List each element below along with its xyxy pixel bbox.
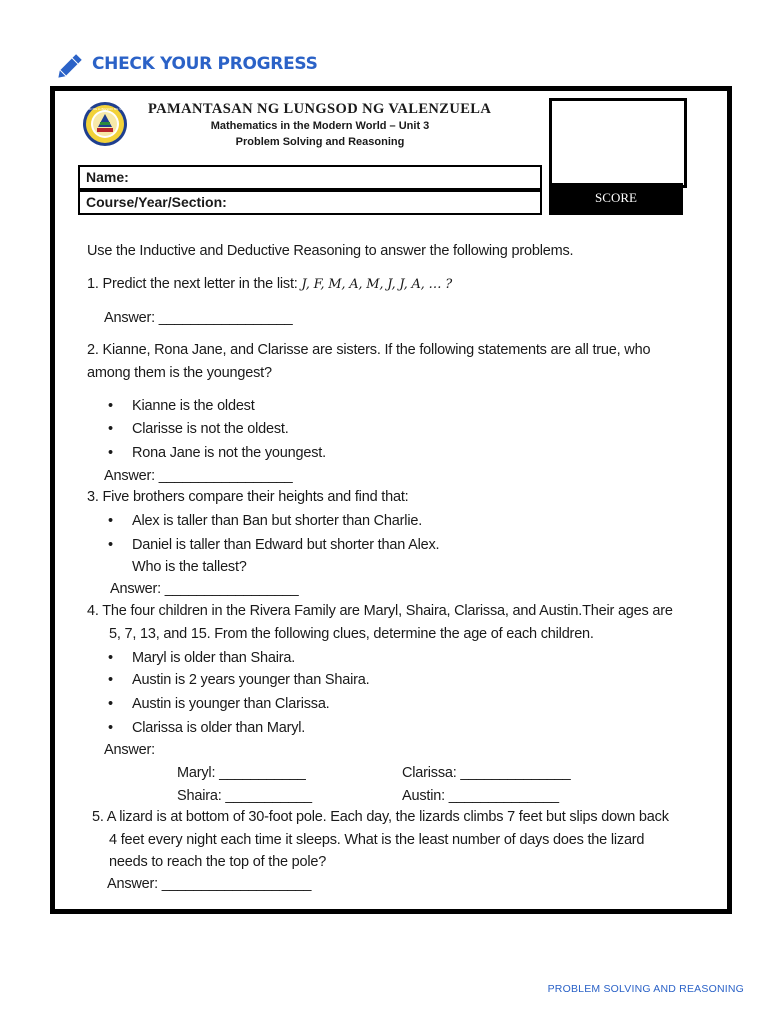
- section-title: CHECK YOUR PROGRESS: [92, 54, 318, 74]
- maryl-answer[interactable]: Maryl: ___________: [177, 765, 306, 781]
- score-label: SCORE: [549, 183, 683, 215]
- answer-line-3[interactable]: Answer: _________________: [110, 581, 299, 597]
- question-5-line-3: needs to reach the top of the pole?: [109, 854, 327, 870]
- course-year-section-field[interactable]: Course/Year/Section:: [78, 190, 542, 215]
- list-item: • Daniel is taller than Edward but shorter than Alex.: [132, 537, 439, 553]
- course-title: Mathematics in the Modern World – Unit 3: [210, 120, 430, 132]
- question-1-text: 1. Predict the next letter in the list:: [87, 276, 302, 292]
- answer-line-2[interactable]: Answer: _________________: [104, 468, 293, 484]
- university-logo: [71, 101, 139, 147]
- answer-line-1[interactable]: Answer: _________________: [104, 310, 293, 326]
- list-item: • Clarisse is not the oldest.: [132, 421, 289, 437]
- list-item: • Austin is 2 years younger than Shaira.: [132, 672, 369, 688]
- instructions: Use the Inductive and Deductive Reasoning to answer the following problems.: [87, 243, 574, 259]
- list-item: • Rona Jane is not the youngest.: [132, 445, 326, 461]
- logo-text: PAMANTASAN NG LUNGSOD NG VALENZUELA: [71, 107, 139, 111]
- list-item: • Austin is younger than Clarissa.: [132, 696, 330, 712]
- question-3: 3. Five brothers compare their heights and find that:: [87, 489, 409, 505]
- list-item: • Clarissa is older than Maryl.: [132, 720, 305, 736]
- name-field[interactable]: Name:: [78, 165, 542, 190]
- letter-sequence: J, F, M, A, M, J, J, A, … ?: [301, 277, 453, 292]
- question-1: [87, 276, 452, 292]
- topic-title: Problem Solving and Reasoning: [235, 136, 405, 148]
- university-name: PAMANTASAN NG LUNGSOD NG VALENZUELA: [148, 101, 492, 117]
- question-2-line-1: 2. Kianne, Rona Jane, and Clarisse are sisters. If the following statements are all true, who: [87, 342, 651, 358]
- answer-label-4: Answer:: [104, 742, 155, 758]
- answer-line-5[interactable]: Answer: ___________________: [107, 876, 312, 892]
- list-item: • Alex is taller than Ban but shorter than Charlie.: [132, 513, 422, 529]
- question-5-line-1: 5. A lizard is at bottom of 30-foot pole. Each day, the lizards climbs 7 feet but slips down back: [92, 809, 669, 825]
- question-2-line-2: among them is the youngest?: [87, 365, 272, 381]
- page-footer: PROBLEM SOLVING AND REASONING: [547, 983, 744, 995]
- pencil-icon: [54, 52, 84, 82]
- question-3-ask: Who is the tallest?: [132, 559, 247, 575]
- list-item: • Maryl is older than Shaira.: [132, 650, 295, 666]
- question-4-line-2: 5, 7, 13, and 15. From the following clues, determine the age of each children.: [109, 626, 594, 642]
- score-box[interactable]: [549, 98, 687, 188]
- austin-answer[interactable]: Austin: ______________: [402, 788, 559, 804]
- list-item: • Kianne is the oldest: [132, 398, 255, 414]
- question-4-line-1: 4. The four children in the Rivera Family are Maryl, Shaira, Clarissa, and Austin.Their ages are: [87, 603, 673, 619]
- question-5-line-2: 4 feet every night each time it sleeps. What is the least number of days does the lizard: [109, 832, 645, 848]
- clarissa-answer[interactable]: Clarissa: ______________: [402, 765, 571, 781]
- shaira-answer[interactable]: Shaira: ___________: [177, 788, 312, 804]
